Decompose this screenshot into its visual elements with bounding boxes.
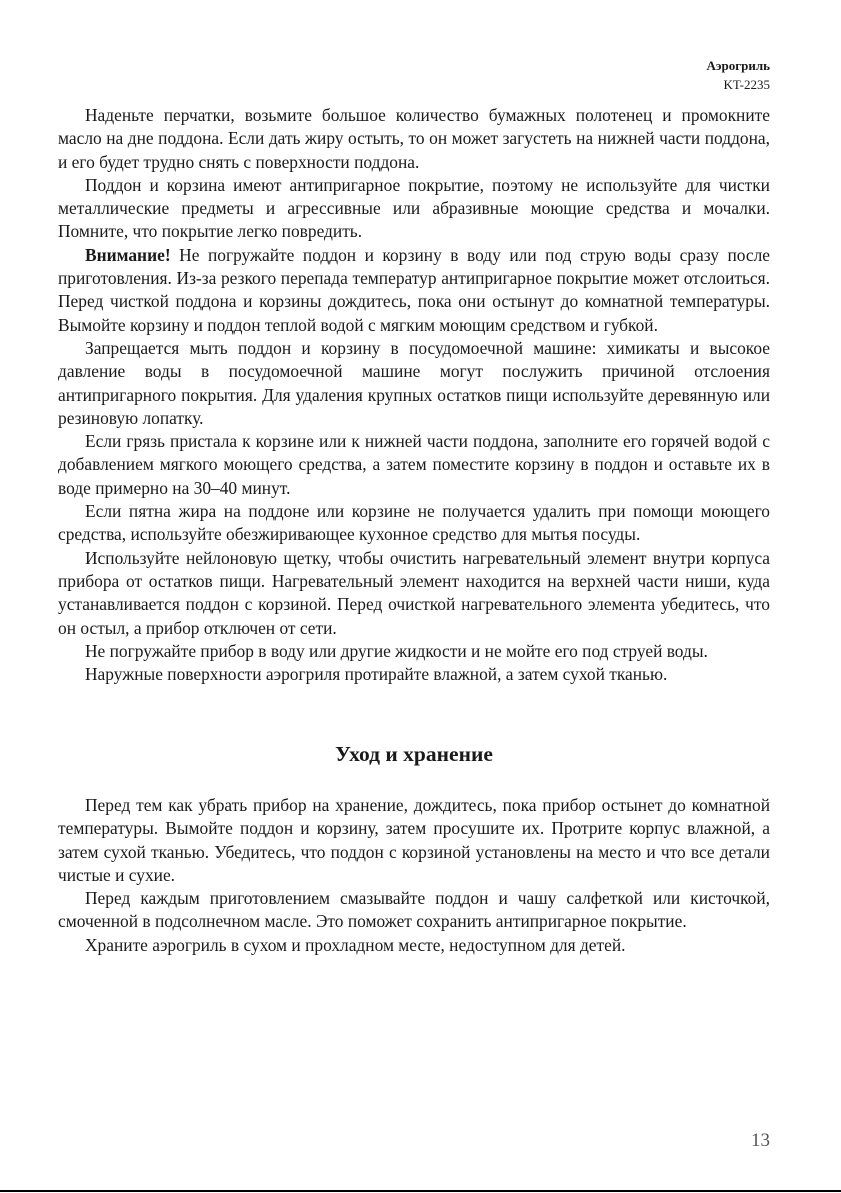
- paragraph: Если пятна жира на поддоне или корзине не получается удалить при помощи моющего средства, используйте обезжиривающее кухонное средство для мытья посуды.: [58, 501, 770, 545]
- warning-paragraph: Внимание! Не погружайте поддон и корзину в воду или под струю воды сразу после приготовления. Из-за резкого перепада температур антипригарное покрытие может отслоиться. Перед чисткой поддона и корзины дождитесь, пока они остынут до комнатной температуры. Вымойте корзину и поддон теплой водой с мягким моющим средством и губкой.: [58, 244, 770, 335]
- paragraph: Если грязь пристала к корзине или к нижней части поддона, заполните его горячей водой с добавлением мягкого моющего средства, а затем поместите корзину в поддон и оставьте их в воде примерно на 30–40 минут.: [58, 431, 770, 498]
- page-header: [706, 56, 770, 94]
- paragraph: Запрещается мыть поддон и корзину в посудомоечной машине: химикаты и высокое давление воды в посудомоечной машине могут послужить причиной отслоения антипригарного покрытия. Для удаления крупных остатков пищи используйте деревянную или резиновую лопатку.: [58, 337, 770, 428]
- paragraph: Используйте нейлоновую щетку, чтобы очистить нагревательный элемент внутри корпуса прибора от остатков пищи. Нагревательный элемент находится на верхней части ниши, куда устанавливается поддон с корзиной. Перед очисткой нагревательного элемента убедитесь, что он остыл, а прибор отключен от сети.: [58, 547, 770, 638]
- bottom-divider: [0, 1190, 841, 1192]
- paragraph: Наружные поверхности аэрогриля протирайте влажной, а затем сухой тканью.: [85, 664, 668, 685]
- warning-lead: Внимание!: [85, 244, 171, 265]
- storage-section: [58, 740, 770, 957]
- paragraph: Перед тем как убрать прибор на хранение, дождитесь, пока прибор остынет до комнатной температуры. Вымойте поддон и корзину, затем просушите их. Протрите корпус влажной, а затем сухой тканью. Убедитесь, что поддон с корзиной установлены на место и что все детали чистые и сухие.: [58, 795, 770, 885]
- page-number: 13: [751, 1130, 770, 1151]
- paragraph: Храните аэрогриль в сухом и прохладном месте, недоступном для детей.: [85, 934, 626, 955]
- paragraph: Наденьте перчатки, возьмите большое количество бумажных полотенец и промокните масло на дне поддона. Если дать жиру остыть, то он может загустеть на нижней части поддона, и его будет трудно снять с поверхности поддона.: [58, 105, 770, 172]
- section-title: Уход и хранение: [335, 742, 493, 766]
- paragraph: Не погружайте прибор в воду или другие жидкости и не мойте его под струей воды.: [85, 640, 708, 661]
- cleaning-section: [58, 104, 770, 686]
- paragraph: Поддон и корзина имеют антипригарное покрытие, поэтому не используйте для чистки металлические предметы и агрессивные или абразивные моющие средства и мочалки. Помните, что покрытие легко повредить.: [58, 174, 770, 242]
- header-model: KT-2235: [723, 77, 770, 92]
- header-brand: Аэрогриль: [706, 58, 770, 73]
- paragraph: Перед каждым приготовлением смазывайте поддон и чашу салфеткой или кисточкой, смоченной в подсолнечном масле. Это поможет сохранить антипригарное покрытие.: [58, 888, 770, 932]
